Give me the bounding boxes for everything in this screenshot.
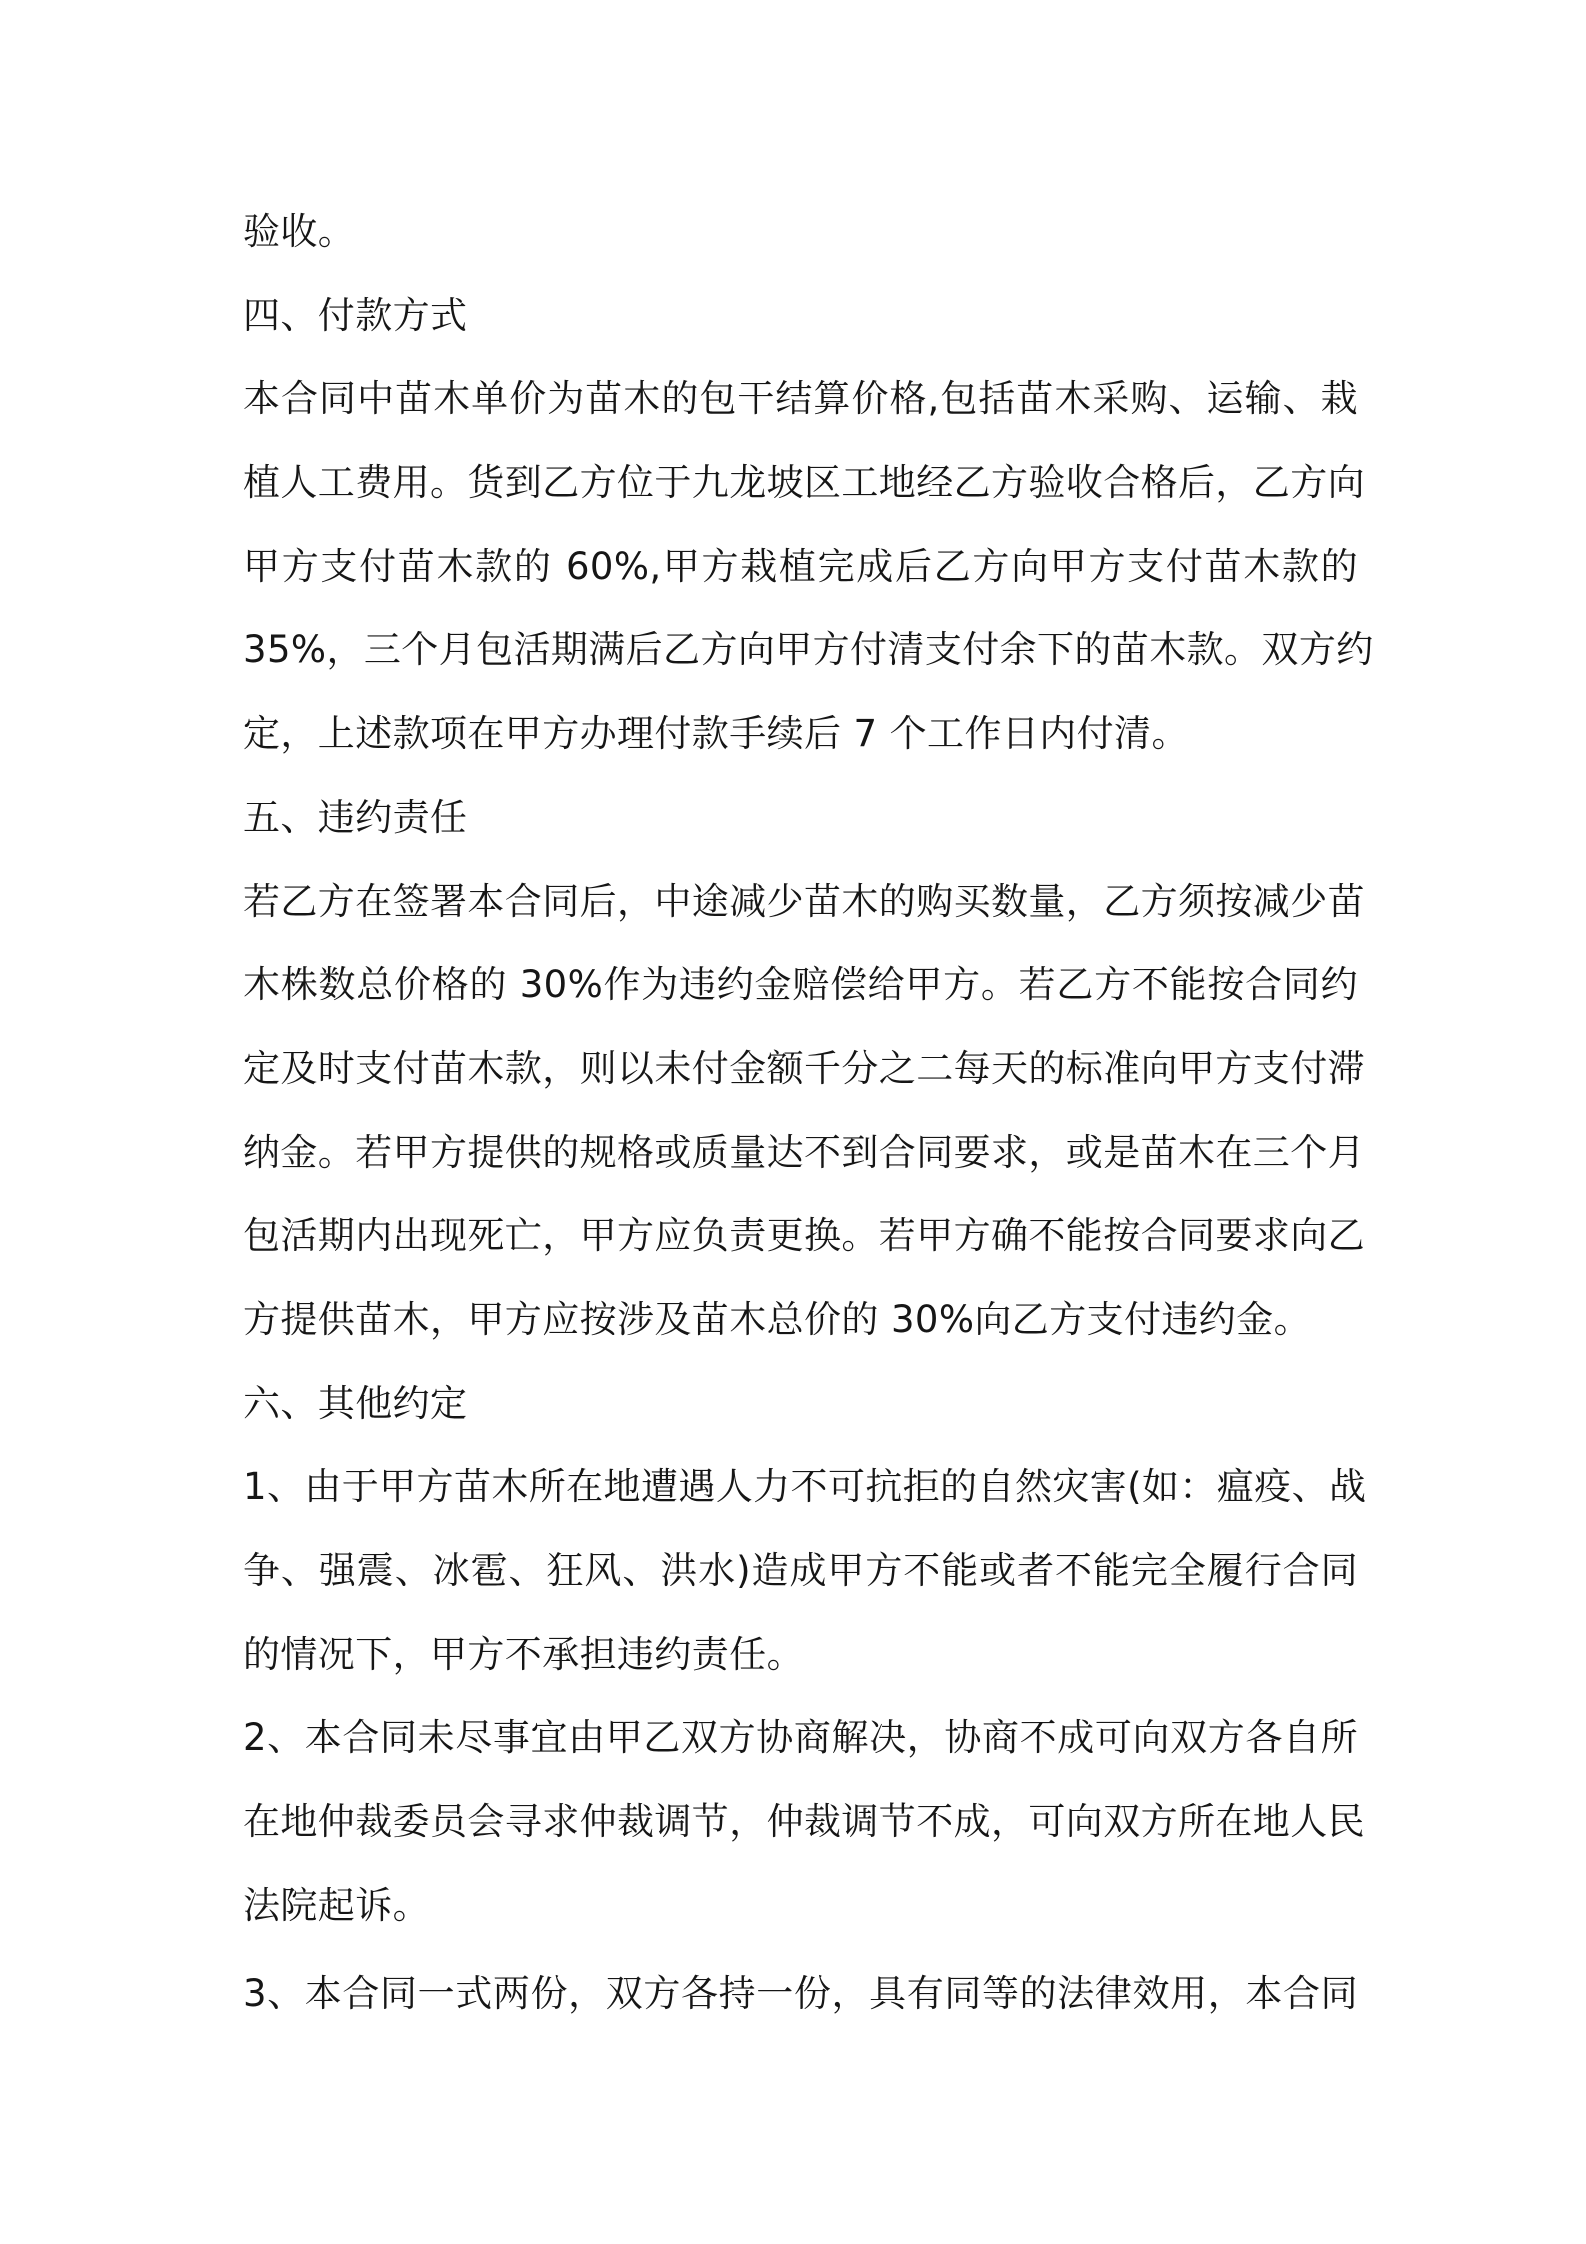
document-body <box>243 190 1374 2036</box>
text-line: 定及时支付苗木款，则以未付金额千分之二每天的标准向甲方支付滞 <box>243 1046 1365 1090</box>
text-line: 木株数总价格的 30%作为违约金赔偿给甲方。若乙方不能按合同约 <box>243 963 1358 1007</box>
section-heading-payment: 四、付款方式 <box>243 293 468 337</box>
text-line: 包活期内出现死亡，甲方应负责更换。若甲方确不能按合同要求向乙 <box>243 1214 1365 1258</box>
text-line: 3、本合同一式两份，双方各持一份，具有同等的法律效用，本合同 <box>243 1972 1358 2016</box>
text-line: 方提供苗木，甲方应按涉及苗木总价的 30%向乙方支付违约金。 <box>243 1297 1311 1341</box>
text-line: 争、强震、冰雹、狂风、洪水)造成甲方不能或者不能完全履行合同 <box>243 1549 1358 1592</box>
text-line: 本合同中苗木单价为苗木的包干结算价格,包括苗木采购、运输、栽 <box>243 377 1358 421</box>
section-heading-other: 六、其他约定 <box>243 1381 468 1425</box>
text-line: 35%，三个月包活期满后乙方向甲方付清支付余下的苗木款。双方约 <box>243 628 1374 672</box>
text-line: 植人工费用。货到乙方位于九龙坡区工地经乙方验收合格后，乙方向 <box>243 461 1365 505</box>
text-line: 纳金。若甲方提供的规格或质量达不到合同要求，或是苗木在三个月 <box>243 1130 1365 1174</box>
text-line: 定，上述款项在甲方办理付款手续后 7 个工作日内付清。 <box>243 712 1189 756</box>
text-line: 的情况下，甲方不承担违约责任。 <box>243 1632 804 1676</box>
section-heading-breach: 五、违约责任 <box>243 795 468 839</box>
text-line: 验收。 <box>243 210 356 253</box>
text-line: 2、本合同未尽事宜由甲乙双方协商解决，协商不成可向双方各自所 <box>243 1716 1358 1760</box>
text-line: 若乙方在签署本合同后，中途减少苗木的购买数量，乙方须按减少苗 <box>243 879 1365 923</box>
text-line: 法院起诉。 <box>243 1883 430 1927</box>
text-line: 在地仲裁委员会寻求仲裁调节，仲裁调节不成，可向双方所在地人民 <box>243 1800 1365 1844</box>
text-line: 甲方支付苗木款的 60%,甲方栽植完成后乙方向甲方支付苗木款的 <box>243 544 1358 588</box>
text-line: 1、由于甲方苗木所在地遭遇人力不可抗拒的自然灾害(如：瘟疫、战 <box>243 1465 1367 1509</box>
